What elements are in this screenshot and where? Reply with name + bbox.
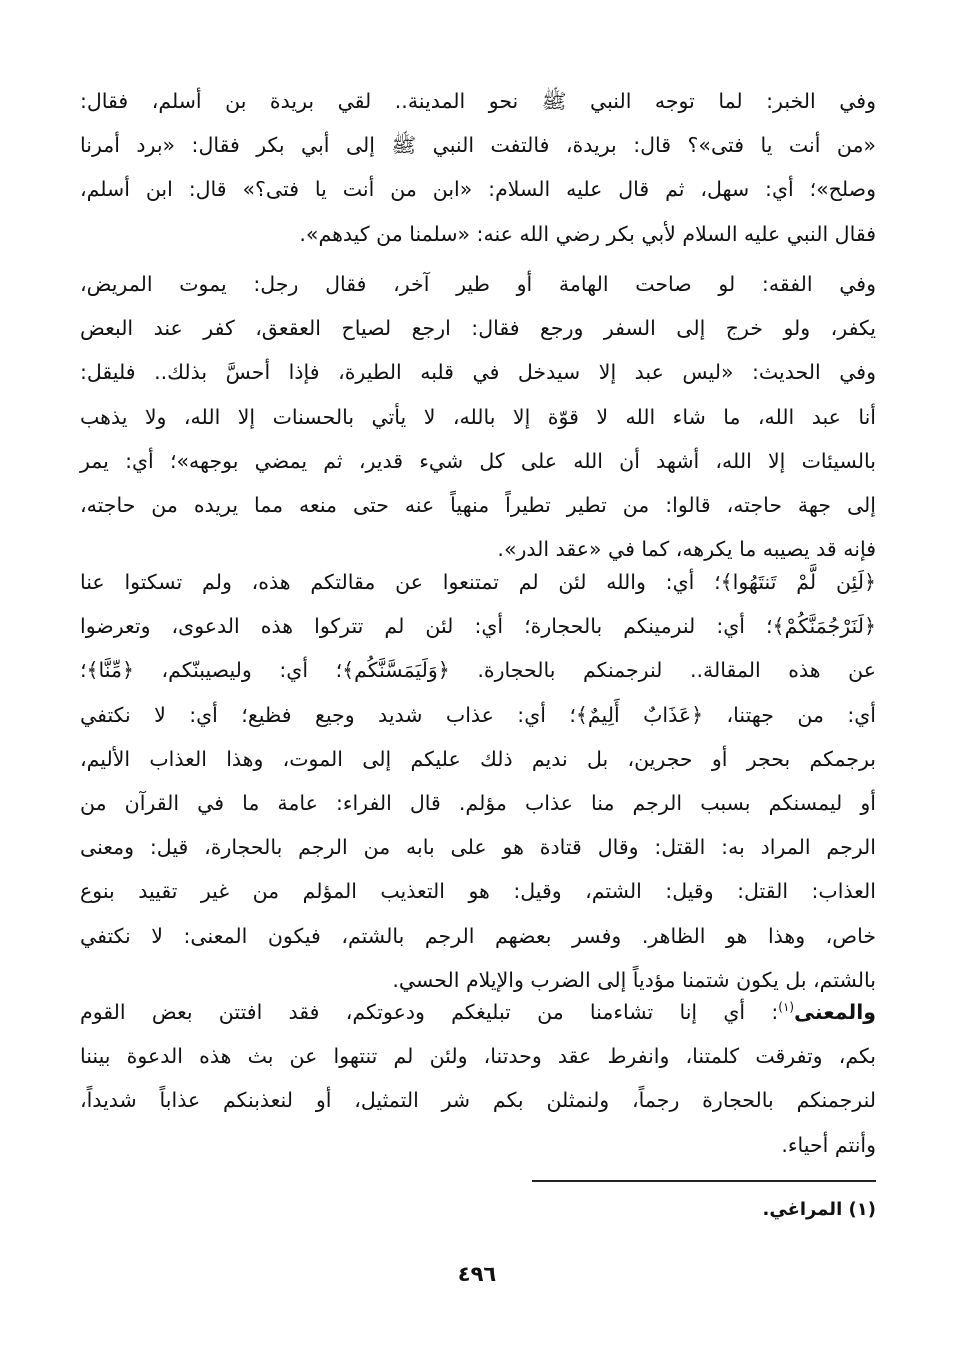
text-line: بالسيئات إلا الله، أشهد أن الله على كل شيء قدير، ثم يمضي بوجهه»؛ أي: يمر <box>80 448 876 473</box>
footnote <box>500 1196 876 1224</box>
page-number: ٤٩٦ <box>457 1262 497 1286</box>
text-line: يكفر، ولو خرج إلى السفر ورجع فقال: ارجع لصياح العقعق، كفر عند البعض <box>80 316 876 341</box>
text-line: العذاب: القتل: وقيل: الشتم، وقيل: هو التعذيب المؤلم من غير تقييد بنوع <box>80 879 876 904</box>
text-line: وصلح»؛ أي: سهل، ثم قال عليه السلام: «ابن من أنت يا فتى؟» قال: ابن أسلم، <box>80 177 876 202</box>
text-line: الرجم المراد به: القتل: وقال قتادة هو على بابه من الرجم بالحجارة، قيل: ومعنى <box>80 835 876 860</box>
text-line: بكم، وتفرقت كلمتنا، وانفرط عقد وحدتنا، ولئن لم تنتهوا عن بث هذه الدعوة بيننا <box>80 1044 876 1069</box>
text-line: أو ليمسنكم بسبب الرجم منا عذاب مؤلم. قال الفراء: عامة ما في القرآن من <box>80 791 876 816</box>
paragraph-meaning <box>80 990 876 1167</box>
text-line: وفي الفقه: لو صاحت الهامة أو طير آخر، فقال رجل: يموت المريض، <box>80 272 876 296</box>
text-line: خاص، وهذا هو الظاهر. وفسر بعضهم الرجم بالشتم، فيكون المعنى: لا نكتفي <box>80 923 876 948</box>
text-line: فقال النبي عليه السلام لأبي بكر رضي الله عنه: «سلمنا من كيدهم». <box>299 221 876 246</box>
text-line: أنا عبد الله، ما شاء الله لا قوّة إلا بالله، لا يأتي بالحسنات إلا الله، ولا يذهب <box>80 404 876 429</box>
footnote-divider <box>532 1180 876 1182</box>
text-line: فإنه قد يصيبه ما يكرهه، كما في «عقد الدر». <box>497 537 876 562</box>
meaning-first-line: : أي إنا تشاءمنا من تبليغكم ودعوتكم، فقد افتتن بعض القوم <box>80 1000 779 1024</box>
footnote-text: المراغي. <box>762 1199 843 1220</box>
text-line: ﴿لَئِن لَّمْ تَنتَهُوا﴾؛ أي: والله لئن لم تمتنعوا عن مقالتكم هذه، ولم تسكتوا عنا <box>80 570 876 594</box>
text-line: وأنتم أحياء. <box>781 1132 876 1157</box>
footnote-number: (١) <box>848 1199 876 1220</box>
text-line: بالشتم، بل يكون شتمنا مؤدياً إلى الضرب والإيلام الحسي. <box>392 967 876 992</box>
paragraph-fiqh-omens <box>80 262 876 571</box>
meaning-label: والمعنى <box>794 1000 876 1024</box>
text-line: إلى جهة حاجته، قالوا: من تطير تطيراً منهياً عنه حتى منعه مما يريده من حاجته، <box>80 493 876 518</box>
text-line: لنرجمنكم بالحجارة رجماً، ولنمثلن بكم شر التمثيل، أو لنعذبنكم عذاباً شديداً، <box>80 1088 876 1113</box>
paragraph-tafsir-verse <box>80 560 876 1002</box>
footnote-marker: (١) <box>778 1000 795 1015</box>
text-line: أي: من جهتنا، ﴿عَذَابٌ أَلِيمٌ﴾؛ أي: عذاب شديد وجيع فظيع؛ أي: لا نكتفي <box>80 702 876 727</box>
text-line: وفي الخبر: لما توجه النبي ﷺ نحو المدينة.. لقي بريدة بن أسلم، فقال: <box>80 89 876 113</box>
text-line: «من أنت يا فتى»؟ قال: بريدة، فالتفت النبي ﷺ إلى أبي بكر فقال: «برد أمرنا <box>80 133 876 158</box>
text-line: عن هذه المقالة.. لنرجمنكم بالحجارة. ﴿وَلَيَمَسَّنَّكُم﴾؛ أي: وليصيبنّكم، ﴿مِّنَّا﴾؛ <box>80 658 876 683</box>
text-line: وفي الحديث: «ليس عبد إلا سيدخل في قلبه الطيرة، فإذا أحسَّ بذلك.. فليقل: <box>80 360 876 385</box>
paragraph-hadith-buraydah <box>80 79 876 256</box>
text-line <box>80 990 876 1034</box>
text-line: ﴿لَنَرْجُمَنَّكُمْ﴾؛ أي: لنرمينكم بالحجارة؛ أي: لئن لم تتركوا هذه الدعوى، وتعرضوا <box>80 614 876 639</box>
text-line: برجمكم بحجر أو حجرين، بل نديم ذلك عليكم إلى الموت، وهذا العذاب الأليم، <box>80 746 876 771</box>
